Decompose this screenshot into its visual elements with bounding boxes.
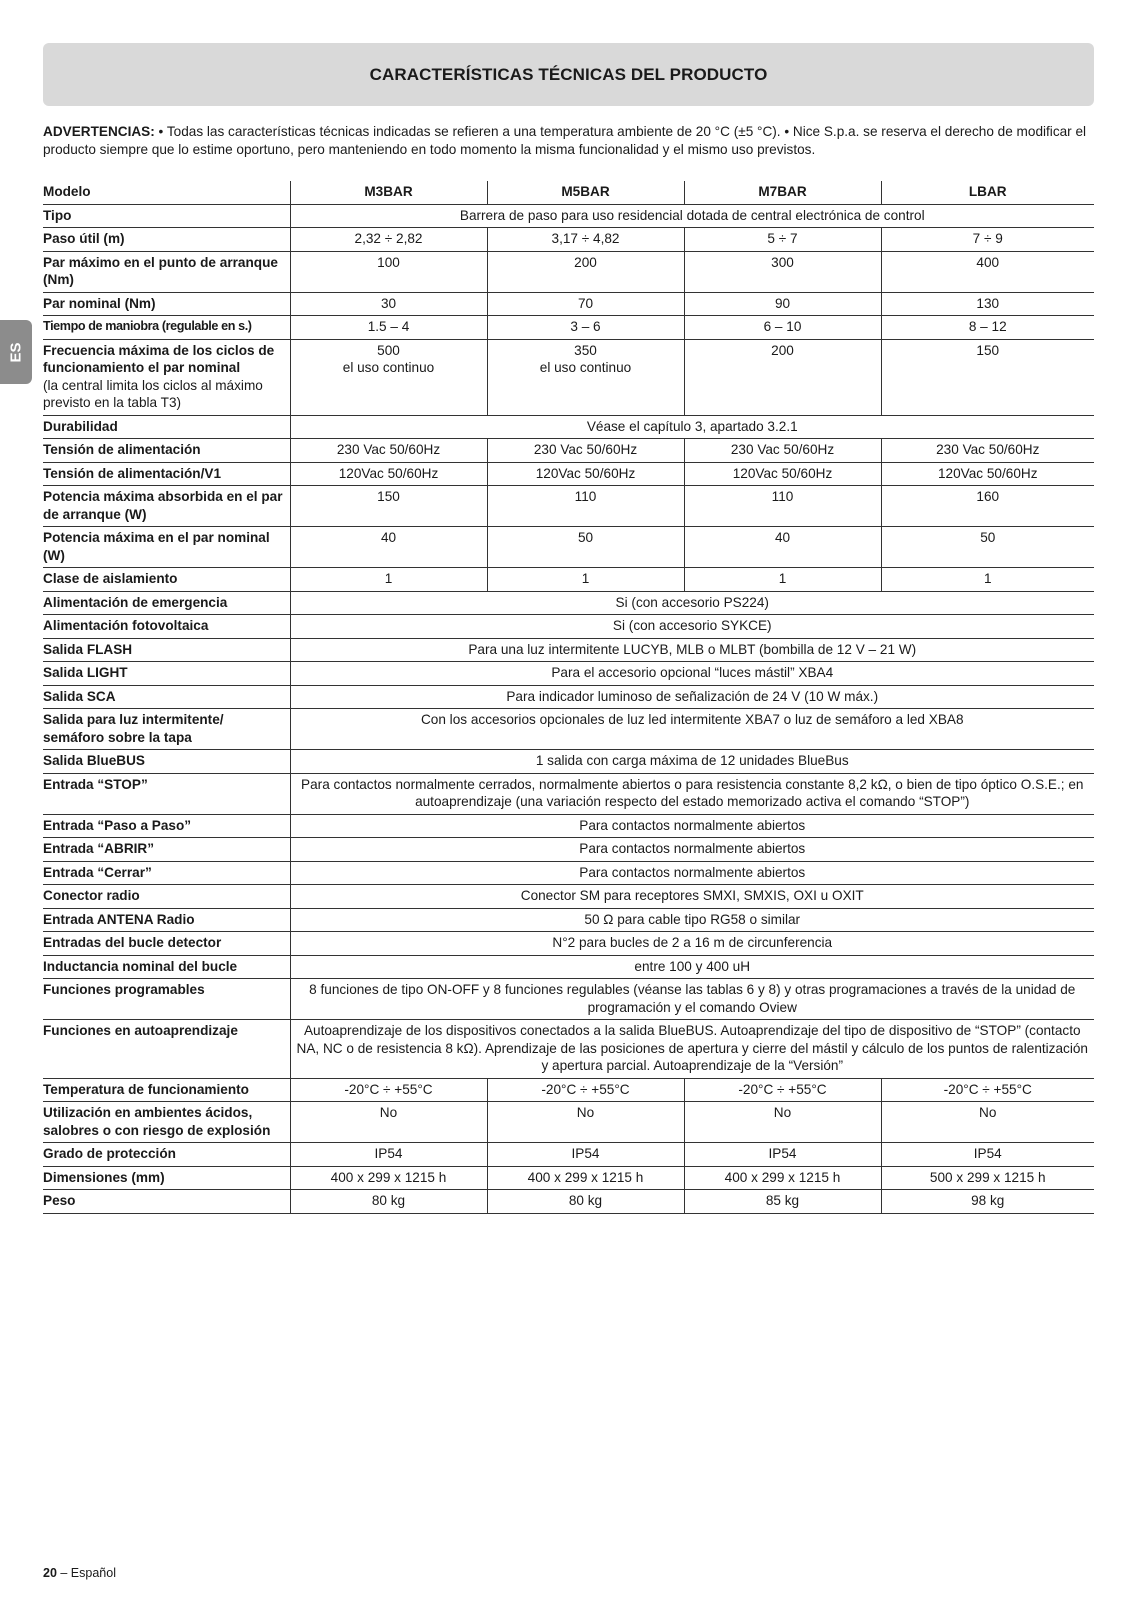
row-abrir bbox=[43, 838, 1094, 862]
page-number: 20 bbox=[43, 1566, 57, 1580]
row-label: Entrada “STOP” bbox=[43, 773, 290, 814]
row-label: Salida LIGHT bbox=[43, 662, 290, 686]
row-value: Para contactos normalmente abiertos bbox=[290, 838, 1094, 862]
row-label: Potencia máxima absorbida en el par de arranque (W) bbox=[43, 486, 290, 527]
language-tab bbox=[0, 320, 32, 384]
row-label: Conector radio bbox=[43, 885, 290, 909]
cell-lbar: 130 bbox=[881, 292, 1094, 316]
cell-m5bar: 120Vac 50/60Hz bbox=[487, 462, 684, 486]
cell-m3bar: 100 bbox=[290, 251, 487, 292]
cell-m5bar: 400 x 299 x 1215 h bbox=[487, 1166, 684, 1190]
row-label: Funciones programables bbox=[43, 979, 290, 1020]
row-note: (la central limita los ciclos al máximo previsto en la tabla T3) bbox=[43, 377, 263, 410]
row-par-nom bbox=[43, 292, 1094, 316]
row-proteccion bbox=[43, 1143, 1094, 1167]
row-label: Salida SCA bbox=[43, 685, 290, 709]
cell-lbar: 98 kg bbox=[881, 1190, 1094, 1214]
warning-text: • Todas las características técnicas indicadas se refieren a una temperatura ambiente de 20 °C (±5 °C). • Nice S.p.a. se reserva el derecho de modificar el producto siempre que lo estime oportuno, pero manteniendo en todo momento la misma funcionalidad y el mismo uso previstos. bbox=[43, 124, 1087, 157]
row-value: 8 funciones de tipo ON-OFF y 8 funciones regulables (véanse las tablas 6 y 8) y otras programaciones a través de la unidad de programación y el comando Oview bbox=[290, 979, 1094, 1020]
row-label: Entrada “ABRIR” bbox=[43, 838, 290, 862]
row-clase bbox=[43, 568, 1094, 592]
row-programables bbox=[43, 979, 1094, 1020]
cell-lbar: 160 bbox=[881, 486, 1094, 527]
warning-label: ADVERTENCIAS: bbox=[43, 124, 155, 139]
row-cerrar bbox=[43, 861, 1094, 885]
cell-m3bar: 1.5 – 4 bbox=[290, 316, 487, 340]
model-m3bar: M3BAR bbox=[290, 181, 487, 204]
cell-lbar: 230 Vac 50/60Hz bbox=[881, 439, 1094, 463]
cell-m3bar: -20°C ÷ +55°C bbox=[290, 1078, 487, 1102]
row-temperatura bbox=[43, 1078, 1094, 1102]
row-bluebus bbox=[43, 750, 1094, 774]
row-intermitente bbox=[43, 709, 1094, 750]
cell-m3bar: 2,32 ÷ 2,82 bbox=[290, 228, 487, 252]
row-paso-a-paso bbox=[43, 814, 1094, 838]
row-label: Par máximo en el punto de arranque (Nm) bbox=[43, 251, 290, 292]
row-label: Tiempo de maniobra (regulable en s.) bbox=[43, 316, 290, 340]
cell-lbar: 120Vac 50/60Hz bbox=[881, 462, 1094, 486]
cell-m7bar: 400 x 299 x 1215 h bbox=[684, 1166, 881, 1190]
cell-m7bar: IP54 bbox=[684, 1143, 881, 1167]
row-flash bbox=[43, 638, 1094, 662]
cell-m5bar: 110 bbox=[487, 486, 684, 527]
cell-m7bar: 230 Vac 50/60Hz bbox=[684, 439, 881, 463]
cell-m5bar: No bbox=[487, 1102, 684, 1143]
header-label: Modelo bbox=[43, 181, 290, 204]
row-tipo bbox=[43, 204, 1094, 228]
cell-m3bar: IP54 bbox=[290, 1143, 487, 1167]
cell-m5bar: 230 Vac 50/60Hz bbox=[487, 439, 684, 463]
row-label: Salida BlueBUS bbox=[43, 750, 290, 774]
row-frecuencia bbox=[43, 339, 1094, 415]
row-label: Paso útil (m) bbox=[43, 228, 290, 252]
row-radio bbox=[43, 885, 1094, 909]
row-value: Barrera de paso para uso residencial dotada de central electrónica de control bbox=[290, 204, 1094, 228]
row-value: Para una luz intermitente LUCYB, MLB o MLBT (bombilla de 12 V – 21 W) bbox=[290, 638, 1094, 662]
row-label: Frecuencia máxima de los ciclos de funcionamiento el par nominal bbox=[43, 342, 275, 375]
cell-m5bar bbox=[487, 339, 684, 415]
row-tension-v1 bbox=[43, 462, 1094, 486]
row-paso bbox=[43, 228, 1094, 252]
cell-lbar: No bbox=[881, 1102, 1094, 1143]
cell-m7bar: 300 bbox=[684, 251, 881, 292]
cell-lbar: 1 bbox=[881, 568, 1094, 592]
model-lbar: LBAR bbox=[881, 181, 1094, 204]
row-potencia-nominal bbox=[43, 527, 1094, 568]
cell-m7bar: 110 bbox=[684, 486, 881, 527]
row-label: Temperatura de funcionamiento bbox=[43, 1078, 290, 1102]
row-value: 1 salida con carga máxima de 12 unidades BlueBus bbox=[290, 750, 1094, 774]
cell-m3bar bbox=[290, 339, 487, 415]
cell-m7bar: 90 bbox=[684, 292, 881, 316]
row-label: Potencia máxima en el par nominal (W) bbox=[43, 527, 290, 568]
cell-subvalue: el uso continuo bbox=[539, 360, 632, 375]
row-antena bbox=[43, 908, 1094, 932]
row-ambientes bbox=[43, 1102, 1094, 1143]
model-m5bar: M5BAR bbox=[487, 181, 684, 204]
language-tab-label: ES bbox=[7, 341, 25, 363]
row-value: Autoaprendizaje de los dispositivos conectados a la salida BlueBUS. Autoaprendizaje del tipo de dispositivo de “STOP” (contacto NA, NC o de resistencia 8 kΩ). Aprendizaje de las posiciones de apertura y cierre del mástil y cálculo de los puntos de ralentización y apertura parcial. Autoaprendizaje de la “Versión” bbox=[290, 1020, 1094, 1079]
cell-m3bar: 150 bbox=[290, 486, 487, 527]
cell-lbar: 7 ÷ 9 bbox=[881, 228, 1094, 252]
row-potencia-arranque bbox=[43, 486, 1094, 527]
row-label: Salida FLASH bbox=[43, 638, 290, 662]
row-inductancia bbox=[43, 955, 1094, 979]
cell-lbar: 50 bbox=[881, 527, 1094, 568]
cell-m5bar: IP54 bbox=[487, 1143, 684, 1167]
cell-value: 500 bbox=[377, 342, 400, 358]
cell-lbar: IP54 bbox=[881, 1143, 1094, 1167]
cell-lbar: -20°C ÷ +55°C bbox=[881, 1078, 1094, 1102]
cell-value: 350 bbox=[574, 342, 597, 358]
cell-m3bar: 80 kg bbox=[290, 1190, 487, 1214]
cell-m5bar: 80 kg bbox=[487, 1190, 684, 1214]
row-label: Alimentación fotovoltaica bbox=[43, 615, 290, 639]
row-label: Alimentación de emergencia bbox=[43, 591, 290, 615]
row-value: Conector SM para receptores SMXI, SMXIS, OXI u OXIT bbox=[290, 885, 1094, 909]
row-value: Véase el capítulo 3, apartado 3.2.1 bbox=[290, 415, 1094, 439]
cell-m5bar: 3 – 6 bbox=[487, 316, 684, 340]
cell-m7bar: 6 – 10 bbox=[684, 316, 881, 340]
row-value: 50 Ω para cable tipo RG58 o similar bbox=[290, 908, 1094, 932]
cell-m3bar: No bbox=[290, 1102, 487, 1143]
cell-m5bar: 3,17 ÷ 4,82 bbox=[487, 228, 684, 252]
model-m7bar: M7BAR bbox=[684, 181, 881, 204]
row-label: Par nominal (Nm) bbox=[43, 292, 290, 316]
row-label: Tensión de alimentación/V1 bbox=[43, 462, 290, 486]
title-banner bbox=[43, 43, 1094, 106]
cell-lbar: 500 x 299 x 1215 h bbox=[881, 1166, 1094, 1190]
cell-m7bar: 120Vac 50/60Hz bbox=[684, 462, 881, 486]
row-emergencia bbox=[43, 591, 1094, 615]
row-label: Durabilidad bbox=[43, 415, 290, 439]
row-par-max bbox=[43, 251, 1094, 292]
row-label: Entrada “Cerrar” bbox=[43, 861, 290, 885]
row-label: Funciones en autoaprendizaje bbox=[43, 1020, 290, 1079]
row-value: Para contactos normalmente cerrados, normalmente abiertos o para resistencia constante 8,2 kΩ, o bien de tipo óptico O.S.E.; en autoaprendizaje (una variación respecto del estado memorizado activa el comando “STOP”) bbox=[290, 773, 1094, 814]
cell-m7bar: -20°C ÷ +55°C bbox=[684, 1078, 881, 1102]
row-label: Salida para luz intermitente/ semáforo sobre la tapa bbox=[43, 709, 290, 750]
row-value: Para contactos normalmente abiertos bbox=[290, 814, 1094, 838]
cell-m5bar: 70 bbox=[487, 292, 684, 316]
table-header-row bbox=[43, 181, 1094, 204]
row-durabilidad bbox=[43, 415, 1094, 439]
row-value: entre 100 y 400 uH bbox=[290, 955, 1094, 979]
cell-m5bar: 50 bbox=[487, 527, 684, 568]
row-label: Peso bbox=[43, 1190, 290, 1214]
cell-m7bar: 5 ÷ 7 bbox=[684, 228, 881, 252]
row-label: Grado de protección bbox=[43, 1143, 290, 1167]
cell-m7bar: 1 bbox=[684, 568, 881, 592]
row-autoaprendizaje bbox=[43, 1020, 1094, 1079]
row-value: Con los accesorios opcionales de luz led intermitente XBA7 o luz de semáforo a led XBA8 bbox=[290, 709, 1094, 750]
row-stop bbox=[43, 773, 1094, 814]
row-peso bbox=[43, 1190, 1094, 1214]
cell-lbar: 8 – 12 bbox=[881, 316, 1094, 340]
cell-m5bar: 1 bbox=[487, 568, 684, 592]
cell-subvalue: el uso continuo bbox=[342, 360, 435, 375]
cell-lbar: 150 bbox=[881, 339, 1094, 415]
row-label: Entradas del bucle detector bbox=[43, 932, 290, 956]
cell-m5bar: -20°C ÷ +55°C bbox=[487, 1078, 684, 1102]
row-value: Para contactos normalmente abiertos bbox=[290, 861, 1094, 885]
cell-m5bar: 200 bbox=[487, 251, 684, 292]
row-value: N°2 para bucles de 2 a 16 m de circunferencia bbox=[290, 932, 1094, 956]
row-value: Para el accesorio opcional “luces mástil” XBA4 bbox=[290, 662, 1094, 686]
warning-paragraph bbox=[43, 123, 1094, 159]
row-label: Clase de aislamiento bbox=[43, 568, 290, 592]
row-label: Dimensiones (mm) bbox=[43, 1166, 290, 1190]
footer-language: – Español bbox=[56, 1566, 116, 1580]
cell-m3bar: 1 bbox=[290, 568, 487, 592]
row-label: Tensión de alimentación bbox=[43, 439, 290, 463]
cell-m7bar: 85 kg bbox=[684, 1190, 881, 1214]
cell-m7bar: No bbox=[684, 1102, 881, 1143]
row-label: Inductancia nominal del bucle bbox=[43, 955, 290, 979]
cell-m7bar: 40 bbox=[684, 527, 881, 568]
cell-m3bar: 40 bbox=[290, 527, 487, 568]
row-tension bbox=[43, 439, 1094, 463]
specs-table bbox=[43, 181, 1094, 1214]
cell-m3bar: 230 Vac 50/60Hz bbox=[290, 439, 487, 463]
row-label: Entrada ANTENA Radio bbox=[43, 908, 290, 932]
page-title: CARACTERÍSTICAS TÉCNICAS DEL PRODUCTO bbox=[369, 64, 768, 84]
cell-m7bar: 200 bbox=[684, 339, 881, 415]
cell-m3bar: 400 x 299 x 1215 h bbox=[290, 1166, 487, 1190]
cell-lbar: 400 bbox=[881, 251, 1094, 292]
row-label: Utilización en ambientes ácidos, salobres o con riesgo de explosión bbox=[43, 1102, 290, 1143]
row-sca bbox=[43, 685, 1094, 709]
row-tiempo bbox=[43, 316, 1094, 340]
row-bucle bbox=[43, 932, 1094, 956]
page-footer bbox=[43, 1566, 116, 1580]
cell-m3bar: 120Vac 50/60Hz bbox=[290, 462, 487, 486]
row-dimensiones bbox=[43, 1166, 1094, 1190]
row-value: Para indicador luminoso de señalización de 24 V (10 W máx.) bbox=[290, 685, 1094, 709]
row-label-cell bbox=[43, 339, 290, 415]
row-value: Si (con accesorio SYKCE) bbox=[290, 615, 1094, 639]
row-label: Tipo bbox=[43, 204, 290, 228]
row-light bbox=[43, 662, 1094, 686]
row-fotovoltaica bbox=[43, 615, 1094, 639]
cell-m3bar: 30 bbox=[290, 292, 487, 316]
row-value: Si (con accesorio PS224) bbox=[290, 591, 1094, 615]
row-label: Entrada “Paso a Paso” bbox=[43, 814, 290, 838]
